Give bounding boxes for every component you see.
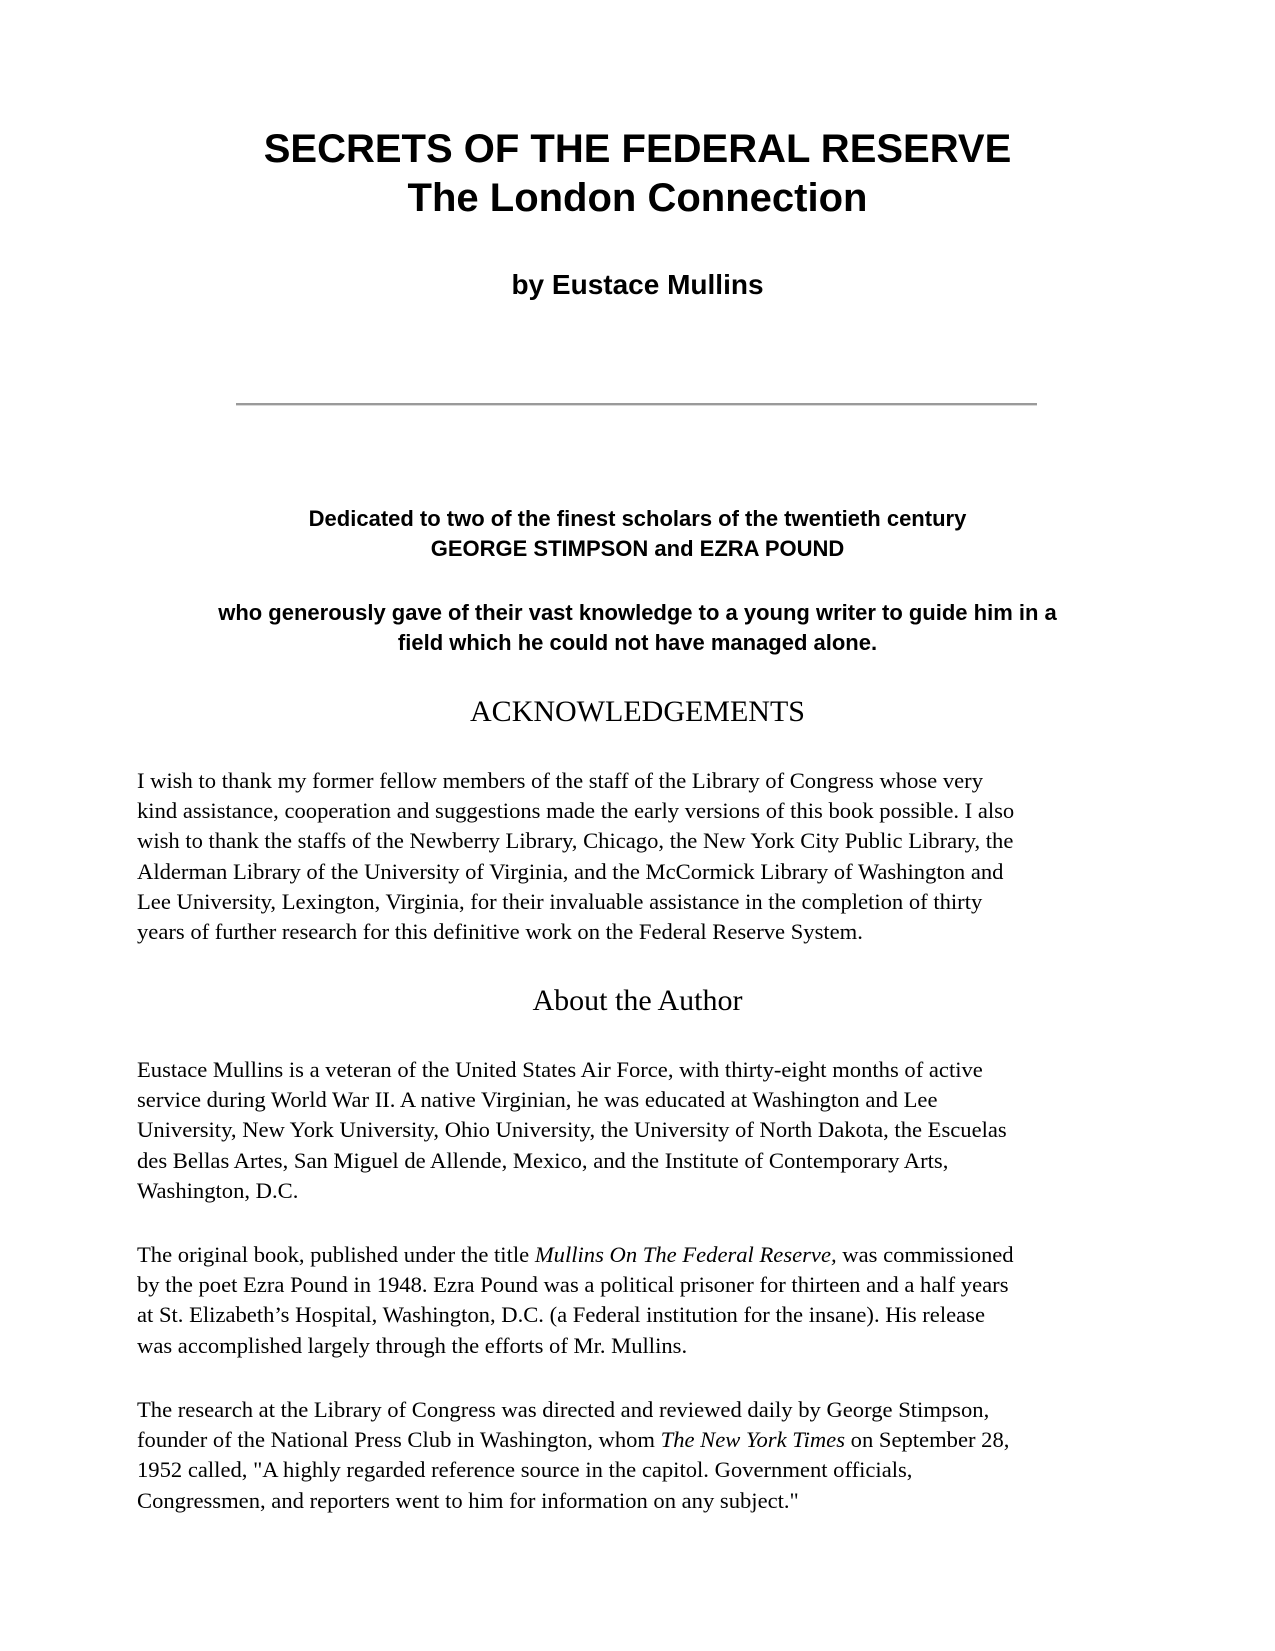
text-segment: founder of the National Press Club in Washington, whom	[137, 1427, 661, 1453]
text-line: I wish to thank my former fellow members of the staff of the Library of Congress whose very	[137, 768, 984, 793]
dedication-line-4: field which he could not have managed alone.	[397, 630, 878, 655]
author-byline: by Eustace Mullins	[511, 269, 764, 300]
text-line: The research at the Library of Congress was directed and reviewed daily by George Stimpson,	[137, 1397, 990, 1422]
text-line	[137, 1425, 1140, 1455]
text-line: at St. Elizabeth’s Hospital, Washington, D.C. (a Federal institution for the insane). His release	[137, 1302, 985, 1328]
text-line: Congressmen, and reporters went to him for information on any subject."	[137, 1487, 799, 1513]
text-line: des Bellas Artes, San Miguel de Allende, Mexico, and the Institute of Contemporary Arts,	[137, 1147, 949, 1173]
text-line: wish to thank the staffs of the Newberry Library, Chicago, the New York City Public Library, the	[137, 828, 1014, 854]
text-line	[137, 1240, 1140, 1270]
text-segment: was commissioned	[836, 1242, 1014, 1267]
text-line: Alderman Library of the University of Virginia, and the McCormick Library of Washington and	[137, 858, 1004, 884]
text-line: years of further research for this definitive work on the Federal Reserve System.	[137, 919, 863, 945]
title-line-1: SECRETS OF THE FEDERAL RESERVE	[263, 127, 1012, 171]
text-line: service during World War II. A native Virginian, he was educated at Washington and Lee	[137, 1087, 938, 1113]
text-segment: The original book, published under the title	[137, 1242, 535, 1267]
acknowledgements-heading: ACKNOWLEDGEMENTS	[470, 695, 805, 728]
about-paragraph-3	[137, 1395, 1140, 1516]
book-title-italic: Mullins On The Federal Reserve,	[534, 1242, 837, 1267]
horizontal-divider	[236, 403, 1037, 406]
text-line: kind assistance, cooperation and suggestions made the early versions of this book possible. I also	[137, 798, 1015, 824]
newspaper-title-italic: The New York Times	[660, 1427, 845, 1453]
text-line: University, New York University, Ohio University, the University of North Dakota, the Escuelas	[137, 1117, 1007, 1143]
text-line: 1952 called, "A highly regarded reference source in the capitol. Government officials,	[137, 1457, 913, 1483]
about-paragraph-2	[137, 1240, 1140, 1361]
acknowledgements-paragraph	[137, 766, 1140, 947]
dedication-continued	[130, 598, 1145, 658]
dedication-line-3: who generously gave of their vast knowledge to a young writer to guide him in a	[218, 600, 1057, 625]
text-line: was accomplished largely through the efforts of Mr. Mullins.	[137, 1332, 688, 1358]
text-line: Eustace Mullins is a veteran of the United States Air Force, with thirty-eight months of active	[137, 1057, 983, 1082]
title-line-2: The London Connection	[407, 176, 868, 220]
text-line: Washington, D.C.	[137, 1177, 299, 1203]
dedication-line-2: GEORGE STIMPSON and EZRA POUND	[430, 536, 845, 561]
text-line: by the poet Ezra Pound in 1948. Ezra Pound was a political prisoner for thirteen and a half years	[137, 1272, 1009, 1298]
about-author-heading: About the Author	[532, 984, 743, 1017]
text-line: Lee University, Lexington, Virginia, for their invaluable assistance in the completion of thirty	[137, 888, 983, 914]
about-paragraph-1	[137, 1055, 1140, 1206]
text-segment: on September 28,	[845, 1427, 1010, 1453]
dedication-line-1: Dedicated to two of the finest scholars of the twentieth century	[308, 506, 967, 531]
dedication	[130, 504, 1145, 564]
book-title	[0, 125, 1275, 223]
